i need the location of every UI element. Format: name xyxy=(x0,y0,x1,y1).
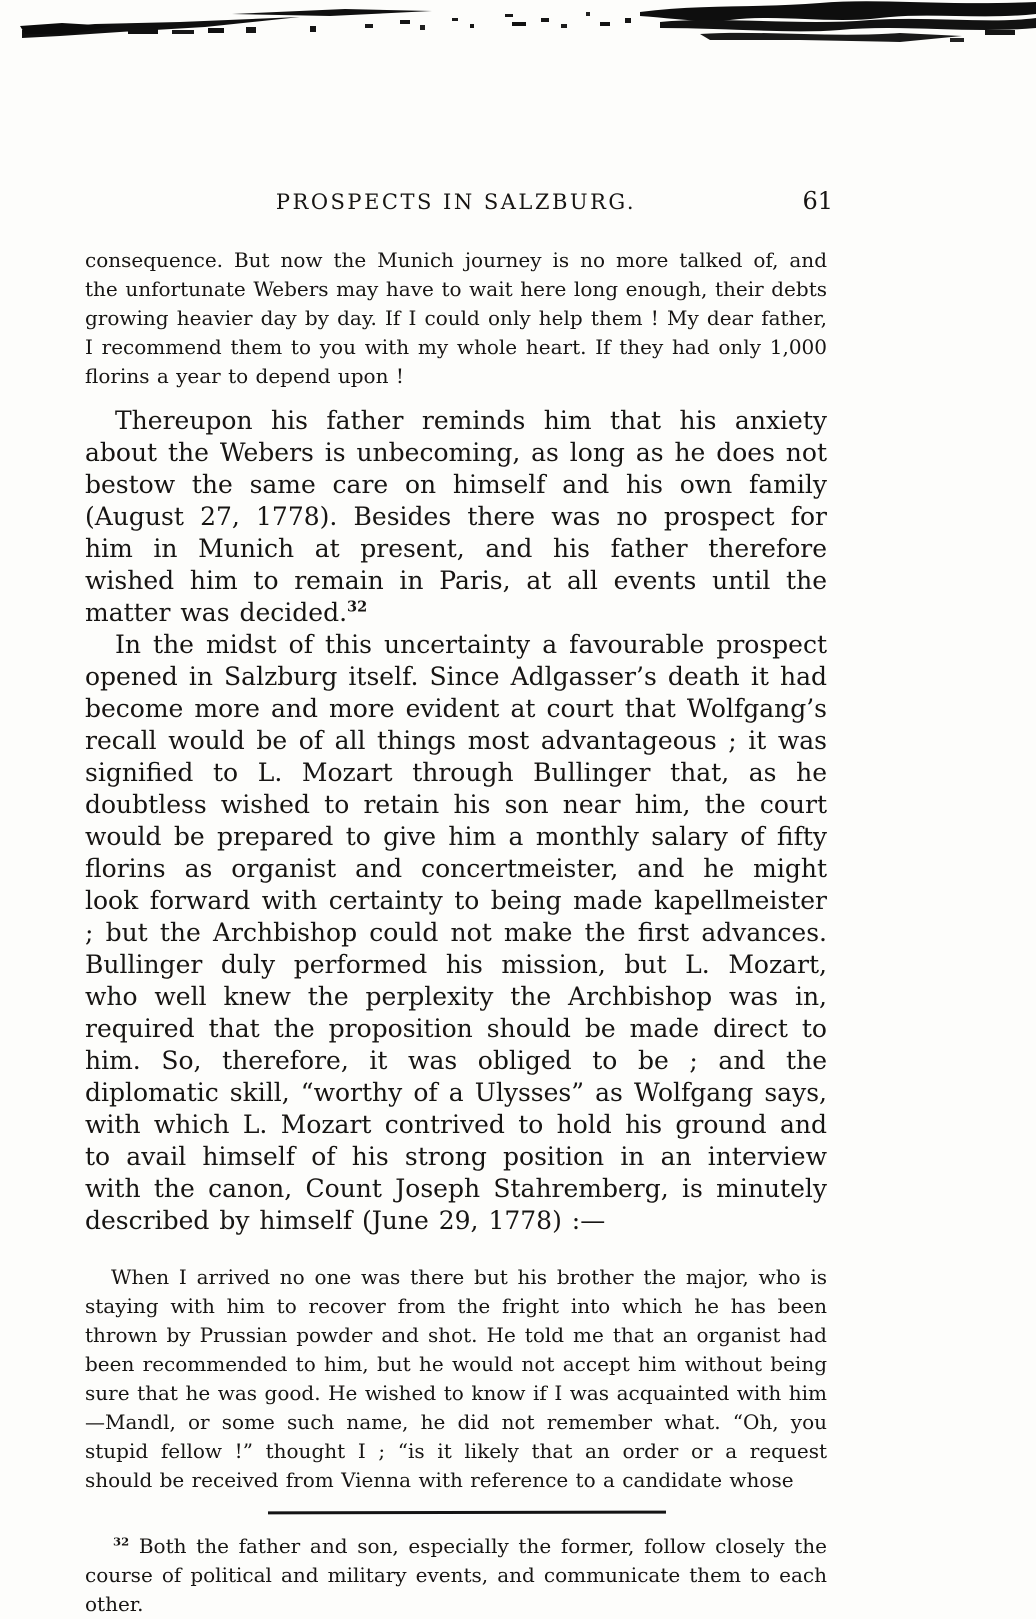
text-column xyxy=(85,187,833,1619)
quoted-letter-block: When I arrived no one was there but his brother the major, who is staying with him to recover from the fright into which he has been thrown by Prussian powder and shot. He told me that an organist had been recommended to him, but he would not accept him without being sure that he was good. He wished to know if I was acquainted with him —Mandl, or some such name, he did not remember what. “Oh, you stupid fellow !” thought I ; “is it likely that an order or a request should be received from Vienna with reference to a candidate whose xyxy=(85,1265,827,1492)
body-paragraph-2: In the midst of this uncertainty a favourable prospect opened in Salzburg itself. Since Adlgasser’s death it had become more and more evident at court that Wolfgang’s recall would be of all things most advantageous ; it was signified to L. Mozart through Bullinger that, as he doubtless wished to retain his son near him, the court would be prepared to give him a monthly salary of fifty florins as organist and concertmeister, and he might look forward with certainty to being made kapellmeister ; but the Archbishop could not make the first advances. Bullinger duly performed his mission, but L. Mozart, who well knew the perplexity the Archbishop was in, required that the proposition should be made direct to him. So, therefore, it was obliged to be ; and the diplomatic skill, “worthy of a Ulysses” as Wolfgang says, with which L. Mozart contrived to hold his ground and to avail himself of his strong position in an interview with the canon, Count Joseph Stahremberg, is minutely described by himself (June 29, 1778) :— xyxy=(85,630,827,1235)
body-paragraph-1-text: Thereupon his father reminds him that his anxiety about the Webers is unbecoming, as long as he does not bestow the same care on himself and his own family (August 27, 1778). Besides there was no prospect for him in Munich at present, and his father therefore wished him to remain in Paris, at all events until the matter was decided. xyxy=(85,406,827,627)
footnote-marker: 32 xyxy=(113,1534,130,1549)
body-paragraph-1 xyxy=(85,405,827,629)
footnote-text: Both the father and son, especially the former, follow closely the course of political and military events, and communicate them to each other. xyxy=(85,1534,828,1616)
letter-excerpt-paragraph: consequence. But now the Munich journey is no more talked of, and the unfortunate Webers may have to wait here long enough, their debts growing heavier day by day. If I could only help them ! My dear father, I recommend them to you with my whole heart. If they had only 1,000 florins a year to depend upon ! xyxy=(85,248,827,388)
footnote-divider-rule xyxy=(268,1511,666,1515)
page-number: 61 xyxy=(802,187,833,215)
footnote xyxy=(85,1532,827,1619)
scan-edge-artifact xyxy=(0,0,1036,52)
footnote-reference: 32 xyxy=(347,598,368,616)
running-header xyxy=(85,187,833,220)
running-header-title: PROSPECTS IN SALZBURG. xyxy=(275,190,637,214)
